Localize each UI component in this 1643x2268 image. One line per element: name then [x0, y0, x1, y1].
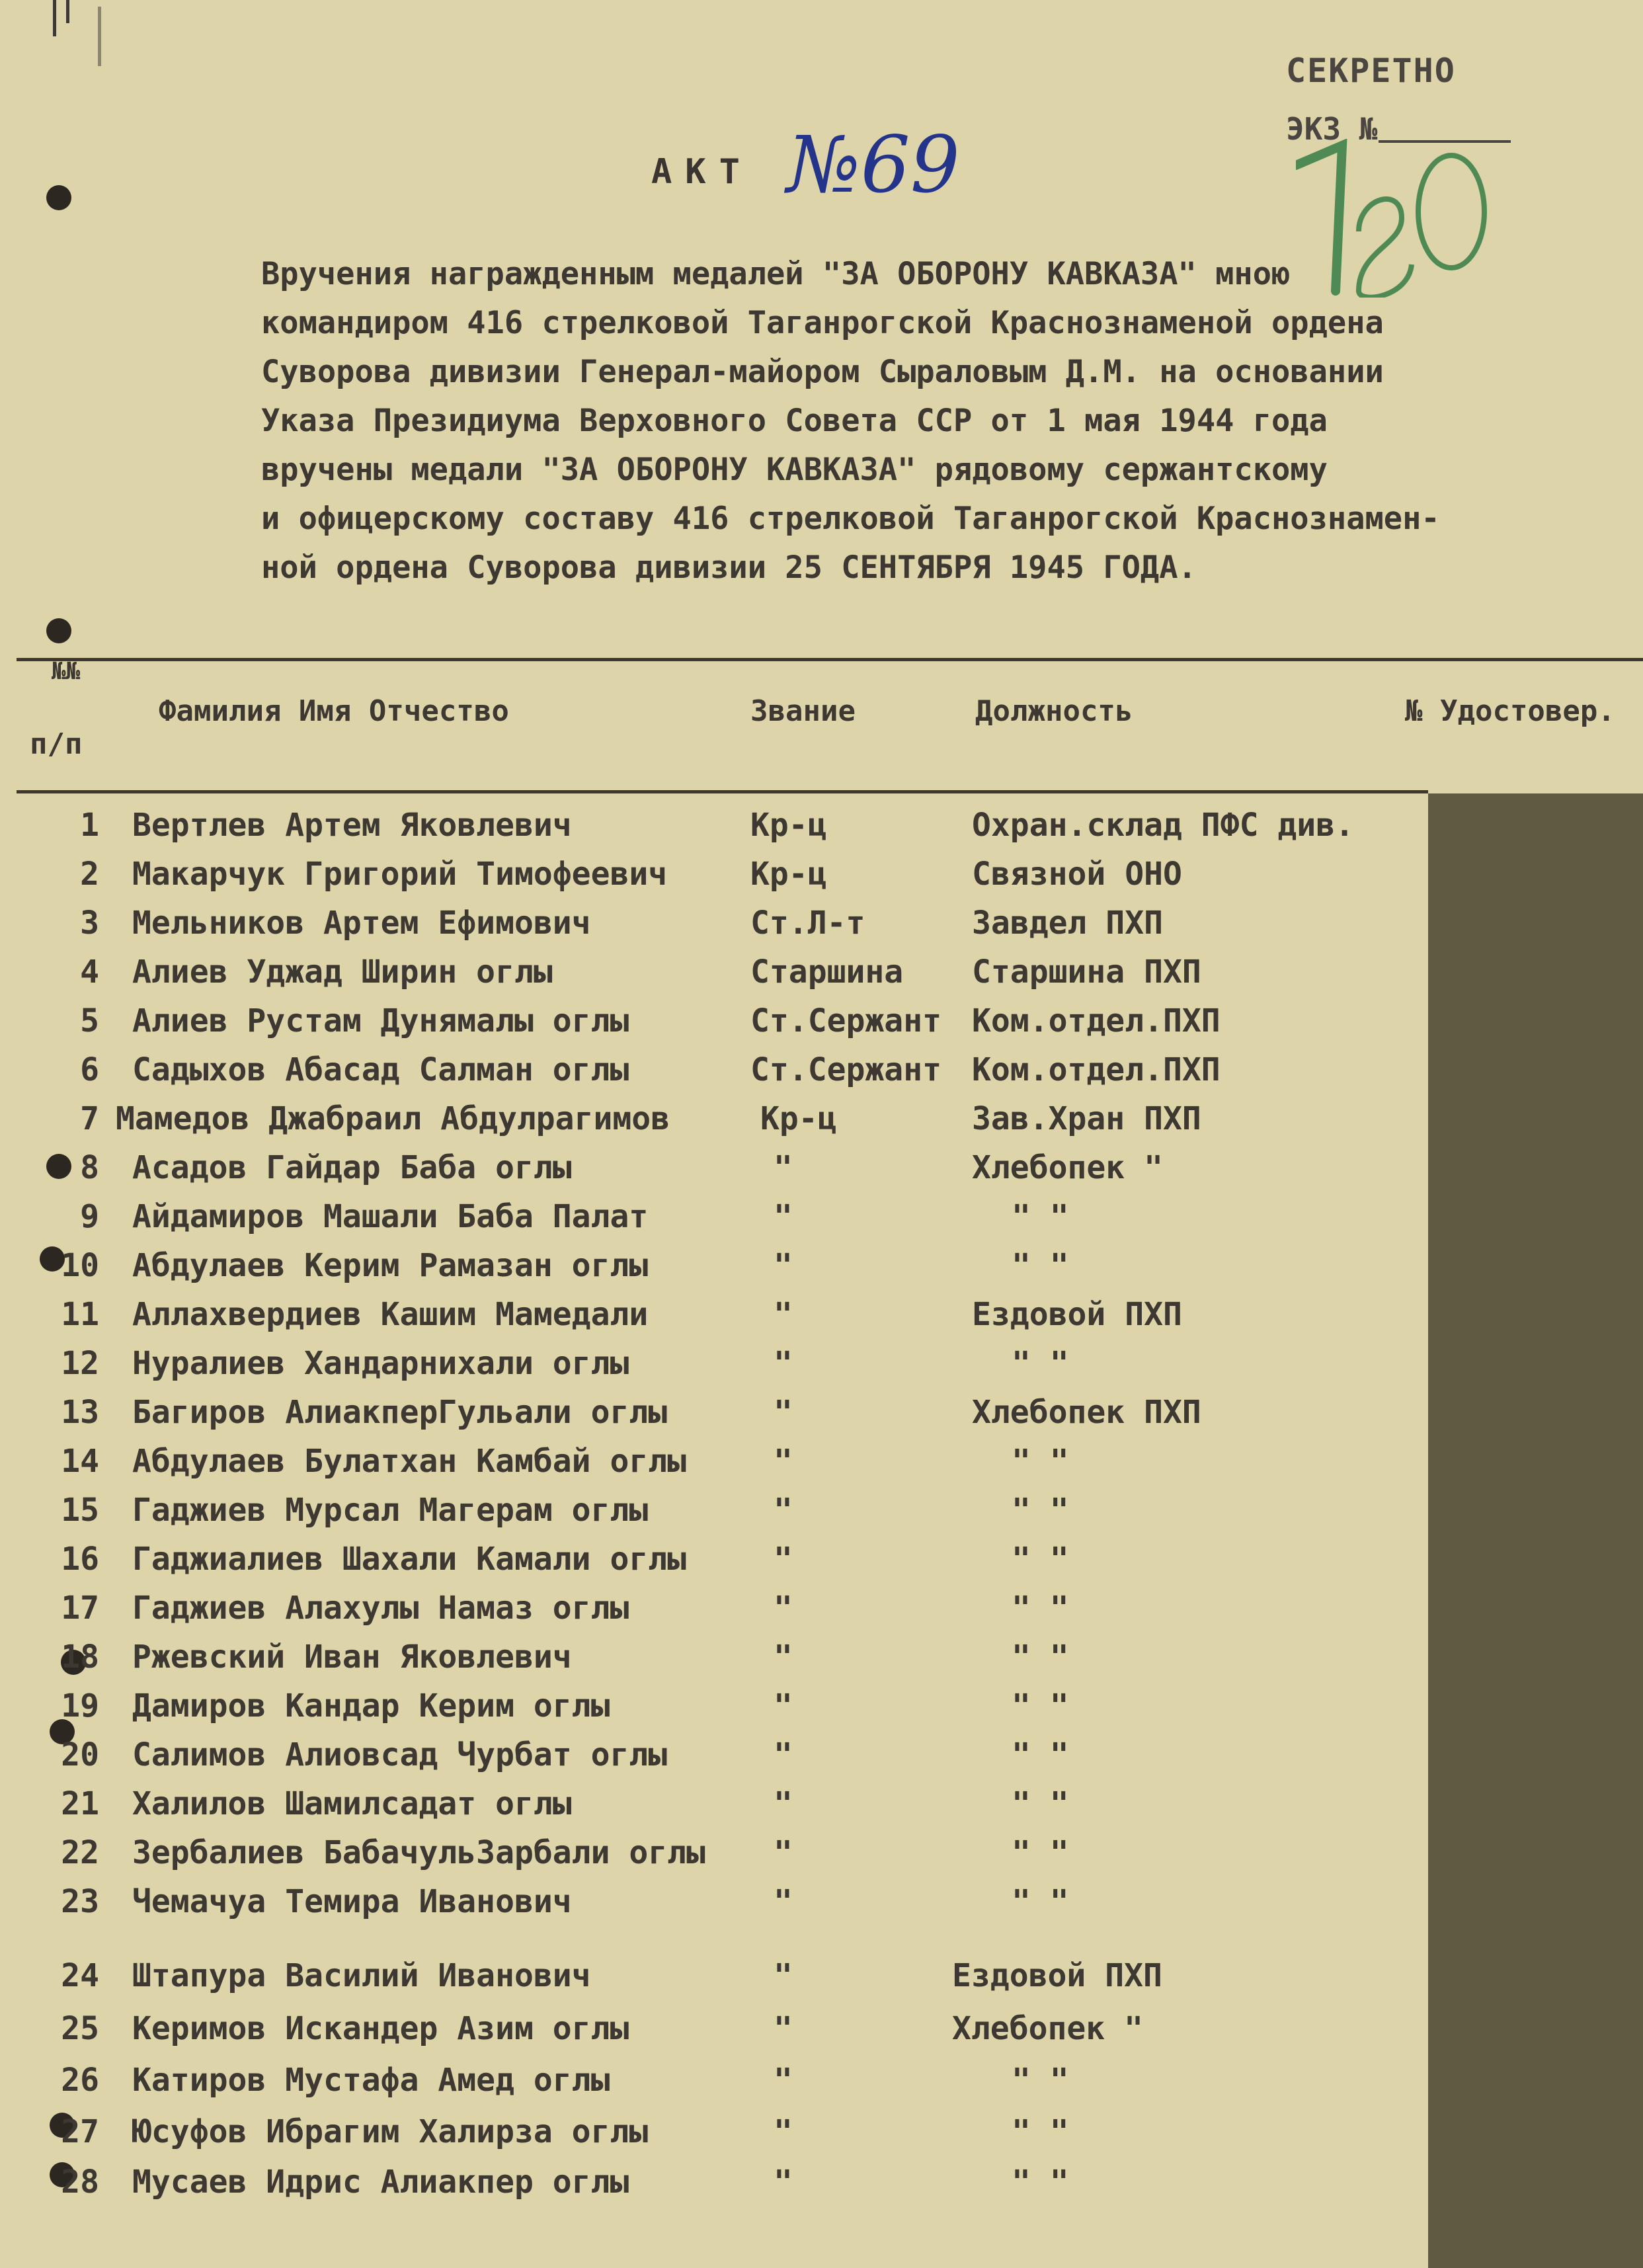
row-number: 26 [61, 2062, 99, 2099]
row-number: 4 [80, 953, 99, 991]
person-name: Асадов Гайдар Баба оглы [132, 1149, 572, 1186]
person-name: Чемачуа Темира Иванович [132, 1883, 572, 1920]
position: " " [1012, 1247, 1069, 1284]
rank: " [774, 1736, 793, 1773]
person-name: Абдулаев Керим Рамазан оглы [132, 1247, 649, 1284]
table-row [0, 1957, 1428, 2006]
punch-hole [46, 185, 71, 210]
person-name: Юсуфов Ибрагим Халирза оглы [132, 2113, 649, 2150]
rank: " [774, 1492, 793, 1529]
row-number: 10 [61, 1247, 99, 1284]
row-number: 14 [61, 1443, 99, 1480]
person-name: Алиев Уджад Ширин оглы [132, 953, 553, 991]
person-name: Гаджиалиев Шахали Камали оглы [132, 1541, 687, 1578]
table-row [0, 1247, 1428, 1296]
row-number: 15 [61, 1492, 99, 1529]
position: " " [1012, 1590, 1069, 1627]
row-number: 13 [61, 1394, 99, 1431]
person-name: Зербалиев БабачульЗарбали оглы [132, 1834, 705, 1871]
table-row [0, 1051, 1428, 1100]
table-header-rule [17, 790, 1428, 793]
table-row [0, 1296, 1428, 1345]
row-number: 28 [61, 2164, 99, 2201]
row-number: 2 [80, 856, 99, 893]
table-row [0, 1198, 1428, 1247]
row-number: 22 [61, 1834, 99, 1871]
table-top-rule [17, 658, 1643, 661]
background-area [1428, 793, 1643, 2268]
position: " " [1012, 1736, 1069, 1773]
position: Связной ОНО [972, 856, 1182, 893]
person-name: Салимов Алиовсад Чурбат оглы [132, 1736, 668, 1773]
table-row [0, 2113, 1428, 2162]
position: Ком.отдел.ПХП [972, 1002, 1221, 1039]
row-number: 1 [80, 807, 99, 844]
person-name: Халилов Шамилсадат оглы [132, 1785, 572, 1822]
position: " " [1012, 1834, 1069, 1871]
table-row [0, 1590, 1428, 1639]
person-name: Вертлев Артем Яковлевич [132, 807, 572, 844]
rank: " [774, 1198, 793, 1235]
rank: Кр-ц [760, 1100, 837, 1137]
row-number: 27 [61, 2113, 99, 2150]
person-name: Гаджиев Мурсал Магерам оглы [132, 1492, 649, 1529]
punch-hole [46, 618, 71, 643]
table-row [0, 1687, 1428, 1736]
table-row [0, 856, 1428, 905]
position: Хлебопек ПХП [972, 1394, 1201, 1431]
rank: Старшина [750, 953, 904, 991]
person-name: Абдулаев Булатхан Камбай оглы [132, 1443, 687, 1480]
row-number: 6 [80, 1051, 99, 1088]
row-number: 3 [80, 905, 99, 942]
intro-line: вручены медали "ЗА ОБОРОНУ КАВКАЗА" рядовому сержантскому [261, 452, 1328, 488]
intro-line: ной ордена Суворова дивизии 25 СЕНТЯБРЯ 1945 ГОДА. [261, 549, 1197, 586]
column-header-certificate: № Удостовер. [1405, 694, 1615, 728]
position: Ездовой ПХП [952, 1957, 1162, 1994]
person-name: Катиров Мустафа Амед оглы [132, 2062, 610, 2099]
table-row [0, 1492, 1428, 1541]
person-name: Макарчук Григорий Тимофеевич [132, 856, 668, 893]
row-number: 19 [61, 1687, 99, 1724]
row-number: 16 [61, 1541, 99, 1578]
position: " " [1012, 1443, 1069, 1480]
rank: " [774, 1394, 793, 1431]
position: Охран.склад ПФС див. [972, 807, 1354, 844]
row-number: 25 [61, 2010, 99, 2047]
position: Ездовой ПХП [972, 1296, 1182, 1333]
table-row [0, 1834, 1428, 1883]
column-header-name: Фамилия Имя Отчество [159, 694, 509, 728]
position: Старшина ПХП [972, 953, 1201, 991]
rank: " [774, 2113, 793, 2150]
position: " " [1012, 1687, 1069, 1724]
rank: Кр-ц [750, 807, 827, 844]
column-header-number-top: №№ [52, 658, 81, 685]
table-row [0, 1345, 1428, 1394]
rank: " [774, 2164, 793, 2201]
position: " " [1012, 2113, 1069, 2150]
intro-line: Указа Президиума Верховного Совета ССР от 1 мая 1944 года [261, 403, 1328, 439]
table-row [0, 1785, 1428, 1834]
table-row [0, 1100, 1428, 1149]
rank: Ст.Л-т [750, 905, 865, 942]
row-number: 20 [61, 1736, 99, 1773]
row-number: 12 [61, 1345, 99, 1382]
rank: Кр-ц [750, 856, 827, 893]
position: " " [1012, 1883, 1069, 1920]
table-row [0, 1002, 1428, 1051]
rank: " [774, 1834, 793, 1871]
rank: " [774, 1639, 793, 1676]
rank: Ст.Сержант [750, 1002, 942, 1039]
position: Зав.Хран ПХП [972, 1100, 1201, 1137]
table-row [0, 1394, 1428, 1443]
person-name: Мельников Артем Ефимович [132, 905, 591, 942]
rank: Ст.Сержант [750, 1051, 942, 1088]
person-name: Алиев Рустам Дунямалы оглы [132, 1002, 629, 1039]
rank: " [774, 1785, 793, 1822]
margin-mark [98, 7, 101, 66]
position: " " [1012, 1198, 1069, 1235]
position: " " [1012, 1541, 1069, 1578]
position: " " [1012, 1785, 1069, 1822]
rank: " [774, 1443, 793, 1480]
person-name: Садыхов Абасад Салман оглы [132, 1051, 629, 1088]
person-name: Гаджиев Алахулы Намаз оглы [132, 1590, 629, 1627]
rank: " [774, 1296, 793, 1333]
table-row [0, 2062, 1428, 2111]
table-row [0, 2010, 1428, 2059]
person-name: Айдамиров Машали Баба Палат [132, 1198, 649, 1235]
position: " " [1012, 1492, 1069, 1529]
row-number: 24 [61, 1957, 99, 1994]
intro-line: и офицерскому составу 416 стрелковой Таганрогской Краснознамен- [261, 501, 1440, 537]
table-row [0, 807, 1428, 856]
table-row [0, 1736, 1428, 1785]
person-name: Мамедов Джабраил Абдулрагимов [116, 1100, 670, 1137]
table-row [0, 953, 1428, 1002]
intro-line: Вручения награжденным медалей "ЗА ОБОРОНУ КАВКАЗА" мною [261, 256, 1291, 292]
position: Хлебопек " [952, 2010, 1143, 2047]
rank: " [774, 1541, 793, 1578]
rank: " [774, 1957, 793, 1994]
document-title: АКТ [651, 152, 753, 192]
row-number: 21 [61, 1785, 99, 1822]
person-name: Дамиров Кандар Керим оглы [132, 1687, 610, 1724]
margin-mark [53, 0, 56, 36]
column-header-number: п/п [30, 727, 83, 761]
position: Завдел ПХП [972, 905, 1163, 942]
position: " " [1012, 1345, 1069, 1382]
person-name: Штапура Василий Иванович [132, 1957, 591, 1994]
column-header-rank: Звание [750, 694, 856, 728]
row-number: 5 [80, 1002, 99, 1039]
table-row [0, 1149, 1428, 1198]
table-row [0, 1541, 1428, 1590]
rank: " [774, 1247, 793, 1284]
position: Ком.отдел.ПХП [972, 1051, 1221, 1088]
table-row [0, 2164, 1428, 2212]
act-number-handwritten: №69 [787, 119, 960, 210]
row-number: 18 [61, 1639, 99, 1676]
position: " " [1012, 2062, 1069, 2099]
row-number: 23 [61, 1883, 99, 1920]
table-row [0, 1443, 1428, 1492]
person-name: Нуралиев Хандарнихали оглы [132, 1345, 629, 1382]
person-name: Багиров АлиакперГульали оглы [132, 1394, 668, 1431]
rank: " [774, 1590, 793, 1627]
position: Хлебопек " [972, 1149, 1163, 1186]
row-number: 8 [80, 1149, 99, 1186]
intro-paragraph [261, 250, 1623, 592]
row-number: 17 [61, 1590, 99, 1627]
column-header-position: Должность [975, 694, 1133, 728]
position: " " [1012, 1639, 1069, 1676]
row-number: 11 [61, 1296, 99, 1333]
intro-line: командиром 416 стрелковой Таганрогской Краснознаменой ордена [261, 305, 1384, 341]
person-name: Мусаев Идрис Алиакпер оглы [132, 2164, 629, 2201]
row-number: 9 [80, 1198, 99, 1235]
rank: " [774, 1149, 793, 1186]
margin-mark [66, 0, 69, 23]
intro-line: Суворова дивизии Генерал-майором Сыраловым Д.М. на основании [261, 354, 1384, 390]
rank: " [774, 1687, 793, 1724]
secret-stamp: СЕКРЕТНО [1286, 52, 1456, 90]
person-name: Аллахвердиев Кашим Мамедали [132, 1296, 649, 1333]
rank: " [774, 1883, 793, 1920]
person-name: Ржевский Иван Яковлевич [132, 1639, 572, 1676]
table-row [0, 905, 1428, 953]
position: " " [1012, 2164, 1069, 2201]
table-row [0, 1883, 1428, 1932]
rank: " [774, 2010, 793, 2047]
row-number: 7 [80, 1100, 99, 1137]
rank: " [774, 1345, 793, 1382]
copy-number-label: ЭКЗ № [1286, 111, 1378, 147]
person-name: Керимов Искандер Азим оглы [132, 2010, 629, 2047]
rank: " [774, 2062, 793, 2099]
table-row [0, 1639, 1428, 1687]
